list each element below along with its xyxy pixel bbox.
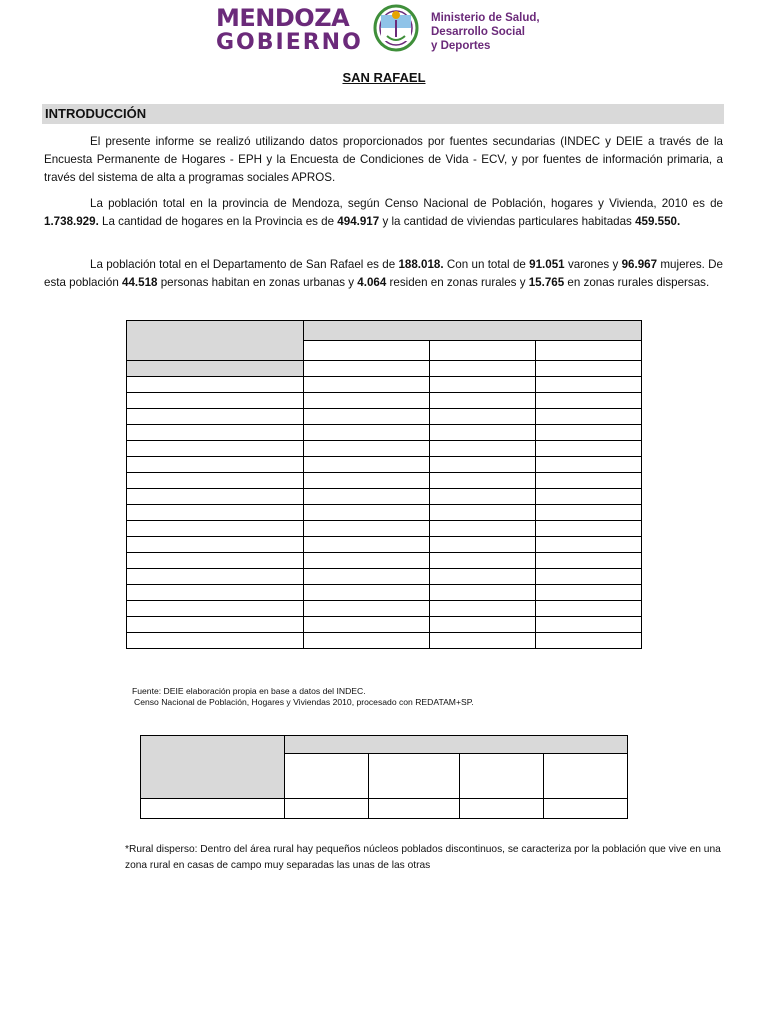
table-cell: [429, 441, 535, 457]
table-row: [127, 377, 642, 393]
table-cell: [304, 321, 642, 341]
table-row: [127, 521, 642, 537]
p3-value-urban: 44.518: [122, 276, 158, 289]
table-cell: [127, 505, 304, 521]
p3-text-4: mujeres. De esta población: [44, 258, 723, 289]
table-cell: [127, 585, 304, 601]
table-row: [127, 361, 642, 377]
table-cell: [304, 617, 429, 633]
source-line-2: Censo Nacional de Población, Hogares y Viviendas 2010, procesado con REDATAM+SP.: [134, 697, 474, 707]
table-cell: [429, 601, 535, 617]
table-cell: [304, 441, 429, 457]
p2-value-population: 1.738.929.: [44, 215, 99, 228]
table-cell: [535, 473, 641, 489]
intro-paragraph-2: [44, 195, 723, 231]
table-cell: [141, 736, 285, 799]
table-cell: [127, 409, 304, 425]
table-cell: [535, 489, 641, 505]
intro-paragraph-1: El presente informe se realizó utilizando datos proporcionados por fuentes secundarias (INDEC y DEIE a través de la Encuesta Permanente de Hogares - EPH y la Encuesta de Condiciones de Vida - ECV, y por fuentes de información primaria, a través del sistema de alta a programas sociales APROS.: [44, 135, 723, 184]
table-cell: [127, 321, 304, 361]
brand-line2: GOBIERNO: [216, 30, 363, 55]
table-cell: [544, 799, 628, 819]
table-row: [141, 799, 628, 819]
table-row: [127, 457, 642, 473]
table-cell: [429, 377, 535, 393]
rural-footnote: *Rural disperso: Dentro del área rural hay pequeños núcleos poblados discontinuos, se caracteriza por la población que vive en una zona rural en casas de campo muy separadas las unas de las otras: [125, 844, 721, 871]
table-cell: [535, 537, 641, 553]
table-cell: [535, 553, 641, 569]
table-cell: [141, 799, 285, 819]
rural-table: [140, 735, 628, 819]
table-cell: [429, 569, 535, 585]
table-cell: [429, 425, 535, 441]
table-cell: [535, 521, 641, 537]
table-header-row: [141, 736, 628, 754]
table-cell: [429, 553, 535, 569]
section-title: INTRODUCCIÓN: [45, 106, 147, 121]
table-cell: [304, 393, 429, 409]
table-row: [127, 569, 642, 585]
table-cell: [535, 633, 641, 649]
table-cell: [429, 341, 535, 361]
table-cell: [460, 754, 544, 799]
table-cell: [127, 441, 304, 457]
table-cell: [429, 409, 535, 425]
ministry-line-2: Desarrollo Social: [431, 26, 525, 38]
p3-value-rural-dispersed: 15.765: [528, 276, 565, 289]
table-cell: [304, 377, 429, 393]
table-cell: [127, 521, 304, 537]
table-row: [127, 537, 642, 553]
table-cell: [429, 505, 535, 521]
table-cell: [429, 521, 535, 537]
table-row: [127, 601, 642, 617]
population-table: [126, 320, 642, 649]
table-cell: [304, 361, 429, 377]
section-header: [42, 104, 724, 124]
table-cell: [127, 537, 304, 553]
p2-value-dwellings: 459.550.: [635, 215, 681, 228]
brand-line1: MENDOZA: [216, 4, 350, 32]
intro-paragraph-3: [44, 256, 723, 292]
table-cell: [304, 473, 429, 489]
p2-text-3: y la cantidad de viviendas particulares habitadas: [379, 215, 636, 228]
p3-value-rural: 4.064: [357, 276, 387, 289]
table-cell: [429, 585, 535, 601]
table-cell: [535, 425, 641, 441]
table-row: [127, 633, 642, 649]
table-cell: [304, 409, 429, 425]
p2-text-2: La cantidad de hogares en la Provincia es de: [98, 215, 338, 228]
table-cell: [429, 537, 535, 553]
document-title: SAN RAFAEL: [342, 70, 426, 85]
table-cell: [304, 585, 429, 601]
table-source-note: [132, 686, 474, 708]
p2-text-1: La población total en la provincia de Mendoza, según Censo Nacional de Población, hogares y Vivienda, 2010 es de: [90, 197, 723, 210]
source-line-1: Fuente: DEIE elaboración propia en base a datos del INDEC.: [132, 686, 366, 696]
table-row: [127, 473, 642, 489]
table-cell: [535, 457, 641, 473]
table-cell: [127, 601, 304, 617]
table-header-row: [127, 321, 642, 341]
p3-text-1: La población total en el Departamento de San Rafael es de: [90, 258, 399, 271]
table-cell: [285, 754, 369, 799]
table-cell: [535, 585, 641, 601]
table-cell: [535, 569, 641, 585]
table-cell: [429, 473, 535, 489]
table-cell: [304, 537, 429, 553]
table-cell: [304, 633, 429, 649]
table-cell: [544, 754, 628, 799]
table-cell: [304, 553, 429, 569]
table-cell: [127, 569, 304, 585]
table-cell: [429, 633, 535, 649]
table-cell: [127, 377, 304, 393]
table-row: [127, 441, 642, 457]
table-cell: [285, 799, 369, 819]
table-cell: [429, 617, 535, 633]
table-cell: [535, 393, 641, 409]
table-cell: [304, 569, 429, 585]
table-cell: [369, 754, 460, 799]
table-row: [127, 489, 642, 505]
table-cell: [127, 553, 304, 569]
table-cell: [535, 361, 641, 377]
table-row: [127, 585, 642, 601]
table-cell: [535, 341, 641, 361]
table-row: [127, 409, 642, 425]
table-cell: [304, 601, 429, 617]
p3-value-men: 91.051: [529, 258, 565, 271]
table-cell: [304, 489, 429, 505]
table-cell: [127, 633, 304, 649]
p3-text-6: residen en zonas rurales y: [386, 276, 529, 289]
table-cell: [535, 617, 641, 633]
table-row: [127, 505, 642, 521]
p3-text-3: varones y: [564, 258, 622, 271]
mendoza-gobierno-logo: [216, 5, 363, 55]
table-cell: [127, 489, 304, 505]
ministry-line-3: y Deportes: [431, 40, 491, 52]
p2-value-households: 494.917: [337, 215, 380, 228]
page-header: [0, 0, 768, 60]
table-cell: [535, 377, 641, 393]
table-cell: [429, 361, 535, 377]
ministry-line-1: Ministerio de Salud,: [431, 12, 540, 24]
table-cell: [127, 361, 304, 377]
table-cell: [535, 505, 641, 521]
table-cell: [429, 457, 535, 473]
table-cell: [535, 441, 641, 457]
table-cell: [535, 409, 641, 425]
table-cell: [127, 457, 304, 473]
ministry-name: [431, 11, 540, 53]
table-cell: [127, 473, 304, 489]
provincial-seal-icon: [373, 4, 419, 52]
table-row: [127, 425, 642, 441]
table-cell: [304, 505, 429, 521]
p3-value-women: 96.967: [621, 258, 658, 271]
table-cell: [429, 489, 535, 505]
table-cell: [127, 617, 304, 633]
p3-text-7: en zonas rurales dispersas.: [564, 276, 710, 289]
table-cell: [127, 393, 304, 409]
table-cell: [369, 799, 460, 819]
table-row: [127, 393, 642, 409]
table-cell: [304, 425, 429, 441]
table-cell: [304, 457, 429, 473]
p3-text-2: Con un total de: [443, 258, 530, 271]
table-cell: [304, 521, 429, 537]
table-cell: [304, 341, 429, 361]
table-cell: [429, 393, 535, 409]
table-row: [127, 617, 642, 633]
table-cell: [285, 736, 628, 754]
table-cell: [535, 601, 641, 617]
table-cell: [127, 425, 304, 441]
p3-text-5: personas habitan en zonas urbanas y: [157, 276, 358, 289]
table-row: [127, 553, 642, 569]
table-cell: [460, 799, 544, 819]
p3-value-total: 188.018.: [398, 258, 444, 271]
